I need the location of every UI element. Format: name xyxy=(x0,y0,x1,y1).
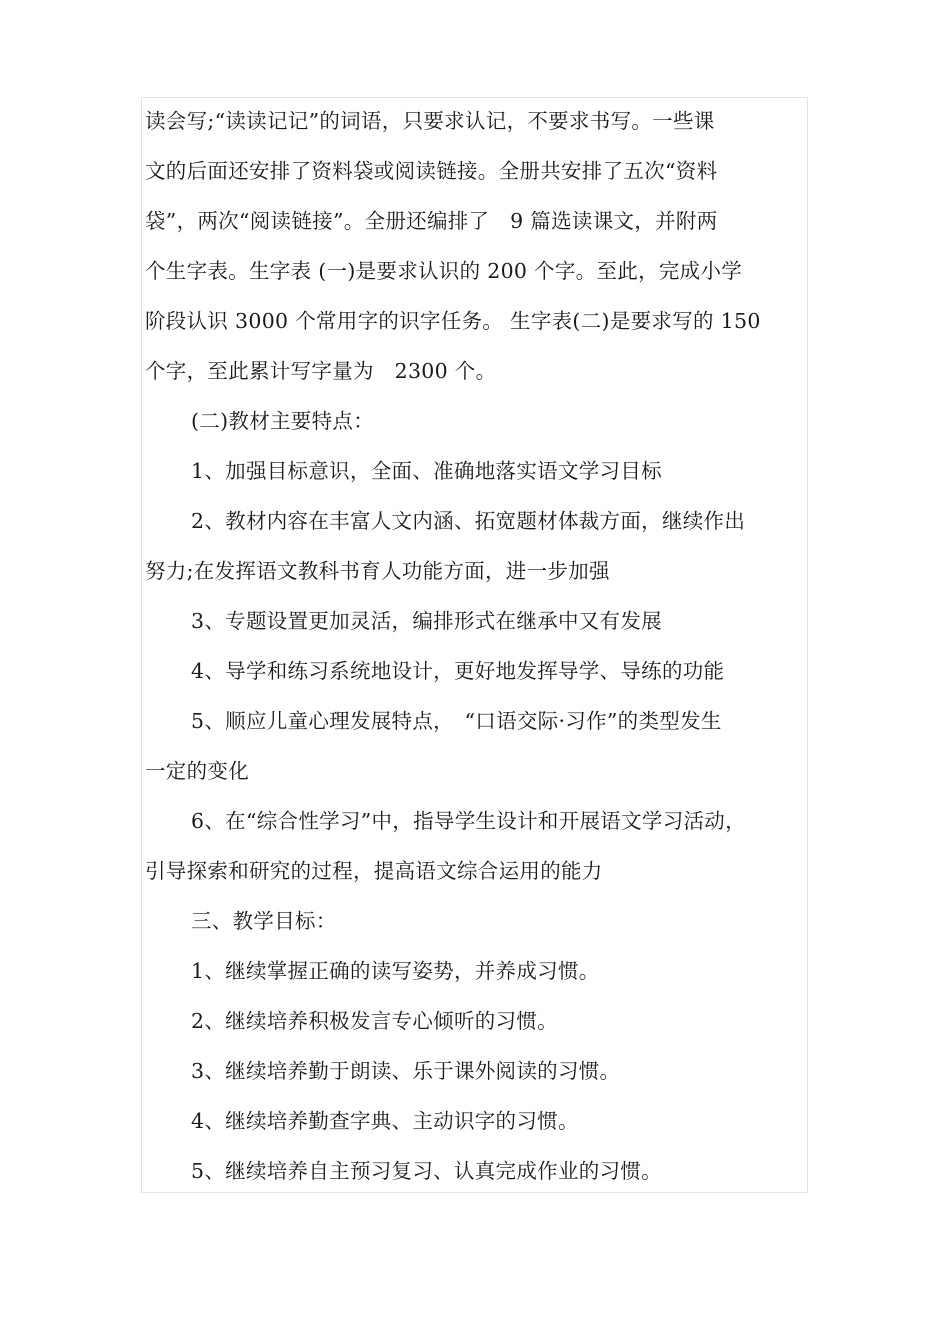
list-item: 1、加强目标意识，全面、准确地落实语文学习目标 xyxy=(191,459,662,483)
section-heading: (二)教材主要特点： xyxy=(191,409,374,433)
text-line: 引导探索和研究的过程，提高语文综合运用的能力 xyxy=(145,859,603,883)
document-body xyxy=(145,96,810,1196)
text-line: 个生字表。生字表 (一)是要求认识的 200 个字。至此，完成小学 xyxy=(145,259,743,283)
text-line: 一定的变化 xyxy=(145,759,249,783)
section-heading: 三、教学目标： xyxy=(191,909,337,933)
list-item: 2、继续培养积极发言专心倾听的习惯。 xyxy=(191,1009,558,1033)
list-item: 3、继续培养勤于朗读、乐于课外阅读的习惯。 xyxy=(191,1059,621,1083)
text-line: 读会写;“读读记记”的词语，只要求认记，不要求书写。一些课 xyxy=(145,109,715,133)
list-item: 5、顺应儿童心理发展特点， “口语交际·习作”的类型发生 xyxy=(191,709,722,733)
text-line: 文的后面还安排了资料袋或阅读链接。全册共安排了五次“资料 xyxy=(145,159,718,183)
list-item: 3、专题设置更加灵活，编排形式在继承中又有发展 xyxy=(191,609,662,633)
list-item: 2、教材内容在丰富人文内涵、拓宽题材体裁方面，继续作出 xyxy=(191,509,746,533)
list-item: 4、继续培养勤查字典、主动识字的习惯。 xyxy=(191,1109,579,1133)
text-line: 个字，至此累计写字量为 2300 个。 xyxy=(145,359,497,383)
text-line: 袋”，两次“阅读链接”。全册还编排了 9 篇选读课文，并附两 xyxy=(145,209,718,233)
list-item: 6、在“综合性学习”中，指导学生设计和开展语文学习活动， xyxy=(191,809,746,833)
list-item: 4、导学和练习系统地设计，更好地发挥导学、导练的功能 xyxy=(191,659,725,683)
list-item: 1、继续掌握正确的读写姿势，并养成习惯。 xyxy=(191,959,600,983)
text-line: 努力;在发挥语文教科书育人功能方面，进一步加强 xyxy=(145,559,610,583)
text-line: 阶段认识 3000 个常用字的识字任务。 生字表(二)是要求写的 150 xyxy=(145,309,761,333)
list-item: 5、继续培养自主预习复习、认真完成作业的习惯。 xyxy=(191,1159,662,1183)
